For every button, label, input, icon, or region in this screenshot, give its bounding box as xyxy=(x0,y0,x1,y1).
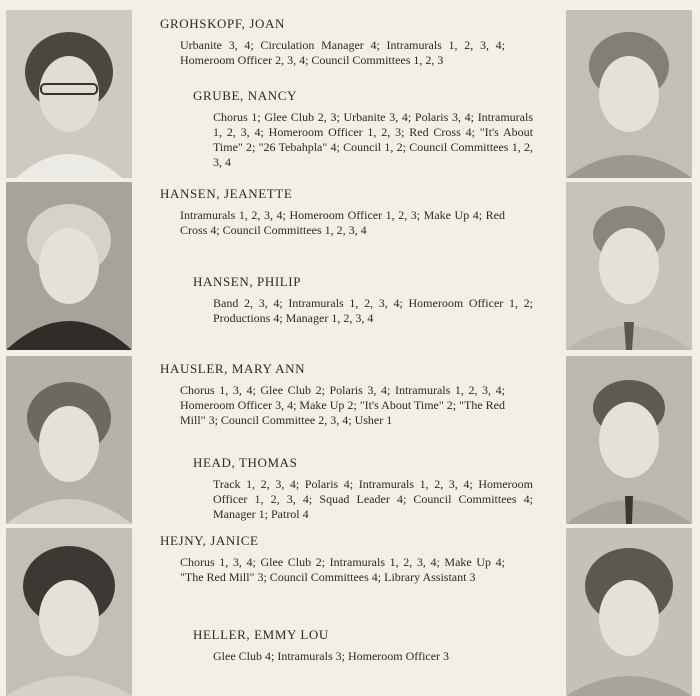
student-entry xyxy=(193,88,533,170)
student-name: HANSEN, JEANETTE xyxy=(160,186,293,201)
portrait-photo xyxy=(6,356,132,524)
portrait-photo xyxy=(566,10,692,178)
portrait-photo xyxy=(6,10,132,178)
portrait-photo xyxy=(566,356,692,524)
student-activities: Chorus 1, 3, 4; Glee Club 2; Intramurals 1, 2, 3, 4; Make Up 4; "The Red Mill" 3; Council Committees 4; Library Assistant 3 xyxy=(180,555,505,584)
student-activities: Chorus 1, 3, 4; Glee Club 2; Polaris 3, 4; Intramurals 1, 2, 3, 4; Homeroom Officer 3, 4; Make Up 2; "It's About Time" 2; "The Red Mill" 3; Council Committee 2, 3, 4; Usher 1 xyxy=(180,383,505,427)
student-name: HELLER, EMMY LOU xyxy=(193,627,329,642)
student-entry xyxy=(193,455,533,522)
student-entry xyxy=(193,627,533,664)
student-activities: Intramurals 1, 2, 3, 4; Homeroom Officer 1, 2, 3; Make Up 4; Red Cross 4; Council Committees 1, 2, 3, 4 xyxy=(180,208,505,237)
student-entry xyxy=(160,361,505,428)
student-entry xyxy=(193,274,533,326)
student-entry xyxy=(160,16,505,68)
portrait-photo xyxy=(6,182,132,350)
student-activities: Glee Club 4; Intramurals 3; Homeroom Officer 3 xyxy=(213,649,450,663)
student-name: GRUBE, NANCY xyxy=(193,88,297,103)
student-name: HAUSLER, MARY ANN xyxy=(160,361,306,376)
student-activities: Track 1, 2, 3, 4; Polaris 4; Intramurals 1, 2, 3, 4; Homeroom Officer 1, 2, 3, 4; Squad Leader 4; Council Committees 4; Manager 1; Patrol 4 xyxy=(213,477,533,521)
student-name: HEJNY, JANICE xyxy=(160,533,259,548)
student-name: HEAD, THOMAS xyxy=(193,455,298,470)
portrait-photo xyxy=(566,182,692,350)
student-name: HANSEN, PHILIP xyxy=(193,274,302,289)
portrait-photo xyxy=(566,528,692,696)
student-activities: Chorus 1; Glee Club 2, 3; Urbanite 3, 4; Polaris 3, 4; Intramurals 1, 2, 3, 4; Homeroom Officer 1, 2, 3; Red Cross 4; "It's About Time" 2; "26 Tebahpla" 4; Council 1, 2; Council Committees 1, 2, 3, 4 xyxy=(213,110,533,169)
student-entry xyxy=(160,533,505,585)
student-activities: Band 2, 3, 4; Intramurals 1, 2, 3, 4; Homeroom Officer 1, 2; Productions 4; Manager 1, 2, 3, 4 xyxy=(213,296,533,325)
student-activities: Urbanite 3, 4; Circulation Manager 4; Intramurals 1, 2, 3, 4; Homeroom Officer 2, 3, 4; Council Committees 1, 2, 3 xyxy=(180,38,505,67)
portrait-photo xyxy=(6,528,132,696)
student-entry xyxy=(160,186,505,238)
student-name: GROHSKOPF, JOAN xyxy=(160,16,285,31)
